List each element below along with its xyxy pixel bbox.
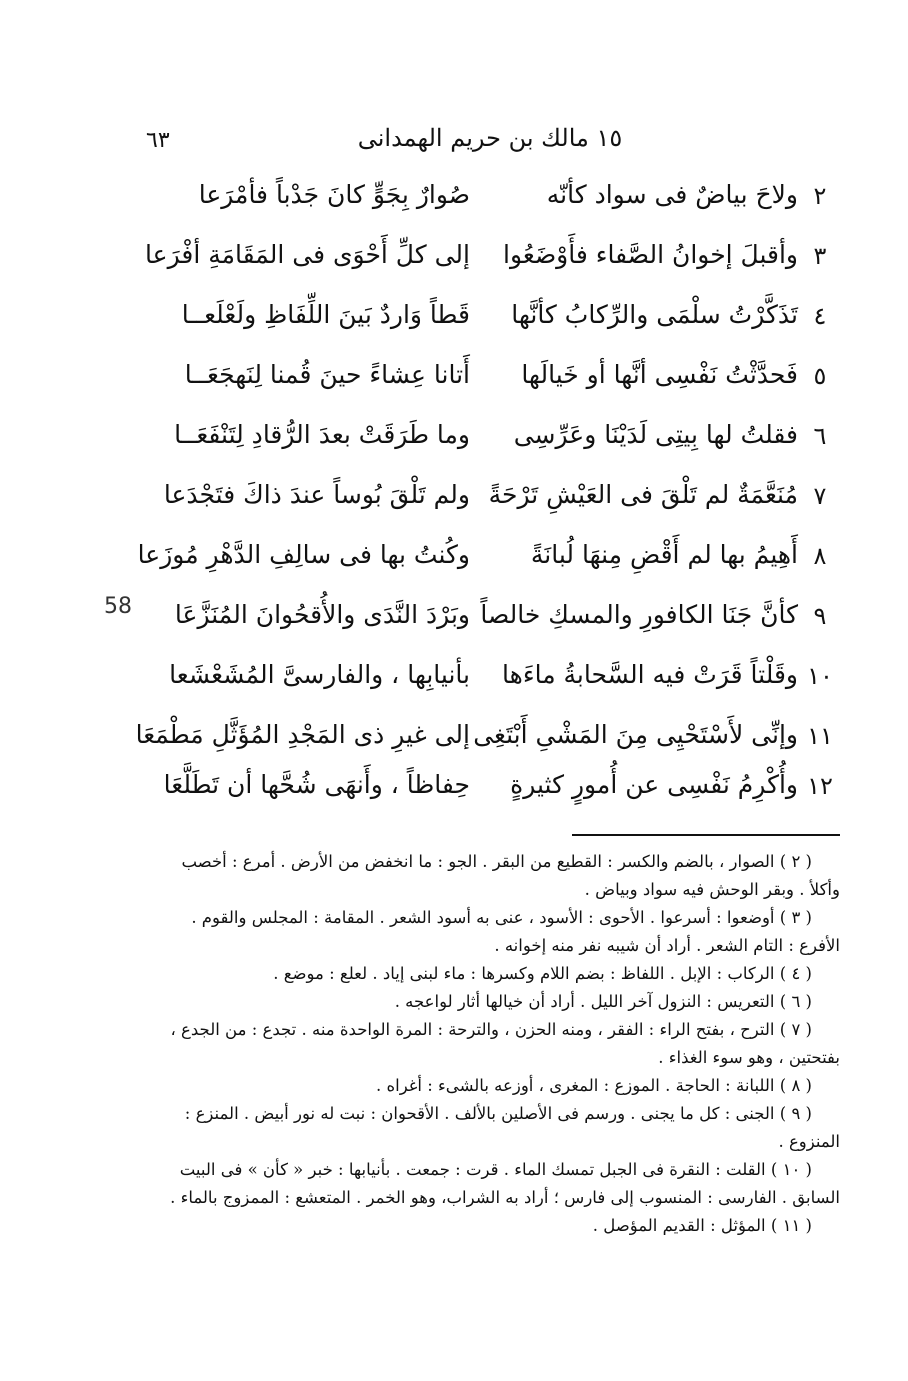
verse-line bbox=[170, 656, 840, 704]
verse-first-hemistich: كأنَّ جَنَا الكافورِ والمسكِ خالصاً bbox=[480, 600, 798, 629]
verse-line bbox=[163, 476, 840, 524]
verse-second-hemistich: وكُنتُ بها فى سالِفِ الدَّهْرِ مُوزَعا bbox=[137, 540, 470, 569]
running-header: ١٥ مالك بن حريم الهمدانى bbox=[357, 124, 623, 152]
footnote: ( ١٠ ) القلت : النقرة فى الجبل تمسك الماء . قرت : جمعت . بأنيابها : خبر « كأن » فى البيت السابق . الفارسى : المنسوب إلى فارس ؛ أراد به الشراب، وهو الخمر . المتعشع : الممزوج بالماء . bbox=[170, 1160, 840, 1207]
verse-number: ٨ bbox=[813, 542, 827, 570]
verse-number: ٤ bbox=[813, 302, 827, 330]
footnote: ( ١١ ) المؤثل : القديم المؤصل . bbox=[592, 1216, 812, 1235]
verse-number: ١٢ bbox=[807, 772, 833, 800]
verse-line bbox=[135, 716, 840, 764]
verse-number: ٦ bbox=[813, 422, 827, 450]
verse-second-hemistich: حِفاظاً ، وأَنهَى شُحَّها أن تَطَلَّعَا bbox=[163, 770, 470, 799]
verse-number: ٥ bbox=[813, 362, 827, 390]
verse-second-hemistich: ولم تَلْقَ بُوساً عندَ ذاكَ فتَجْدَعا bbox=[163, 480, 470, 509]
verse-line bbox=[137, 536, 840, 584]
verse-first-hemistich: تَذَكَّرْتُ سلْمَى والرِّكابُ كأنَّها bbox=[511, 300, 798, 329]
verse-first-hemistich: وإنِّى لأَسْتَحْيِى مِنَ المَشْىِ أَبْتَغِى bbox=[473, 720, 798, 749]
verse-first-hemistich: مُنَعَّمَةٌ لم تَلْقَ فى العَيْشِ تَرْحَةً bbox=[488, 480, 798, 509]
verse-first-hemistich: وأقبلَ إخوانُ الصَّفاء فأَوْضَعُوا bbox=[503, 240, 798, 269]
verse-first-hemistich: فقلتُ لها بِيتِى لَدَيْنَا وعَرِّسِى bbox=[513, 420, 798, 449]
footnote: ( ٩ ) الجنى : كل ما يجنى . ورسم فى الأصلين بالألف . الأقحوان : نبت له نور أبيض . المنزع : المنزوع . bbox=[184, 1104, 840, 1151]
verse-line bbox=[163, 766, 840, 814]
verse-second-hemistich: إلى غيرِ ذى المَجْدِ المُؤَثَّلِ مَطْمَعَا bbox=[135, 720, 470, 749]
verse-second-hemistich: وبَرْدَ النَّدَى والأُقحُوانَ المُنَزَّعَا bbox=[174, 600, 470, 629]
verse-first-hemistich: وأُكْرِمُ نَفْسِى عن أُمورٍ كثيرةٍ bbox=[510, 770, 798, 799]
verse-line bbox=[145, 236, 840, 284]
footnote-separator bbox=[572, 834, 840, 836]
verse-line bbox=[170, 356, 840, 404]
verse-first-hemistich: أَهِيمُ بها لم أَقْضِ مِنهَا لُبانَةً bbox=[530, 540, 798, 569]
footnote: ( ٧ ) الترح ، بفتح الراء : الفقر ، ومنه الحزن ، والترحة : المرة الواحدة منه . تجدع : من الجدع ، بفتحتين ، وهو سوء الغذاء . bbox=[170, 1020, 840, 1067]
verse-number: ٧ bbox=[813, 482, 827, 510]
verse-first-hemistich: فَحدَّثْتُ نَفْسِى أنَّها أو خَيالَها bbox=[521, 360, 798, 389]
footnote: ( ٢ ) الصوار ، بالضم والكسر : القطيع من البقر . الجو : ما انخفض من الأرض . أمرع : أخصب وأكلأ . وبقر الوحش فيه سواد وبياض . bbox=[181, 852, 840, 899]
verse-second-hemistich: إلى كلِّ أَحْوَى فى المَقَامَةِ أفْرَعا bbox=[145, 240, 470, 269]
verse-line bbox=[170, 296, 840, 344]
verse-second-hemistich: أَتانا عِشاءً حينَ قُمنا لِنَهجَعَــا bbox=[184, 360, 470, 389]
verse-second-hemistich: قَطاً وَاردٌ بَينَ اللِّفَاظِ ولَعْلَعــا bbox=[181, 300, 470, 329]
verse-second-hemistich: بأنيابِها ، والفارسىَّ المُشَعْشَعا bbox=[169, 660, 470, 689]
verse-line bbox=[170, 416, 840, 464]
verse-first-hemistich: ولاحَ بياضٌ فى سواد كأنّه bbox=[546, 180, 798, 209]
footnotes bbox=[150, 848, 840, 1240]
footnote: ( ٦ ) التعريس : النزول آخر الليل . أراد أن خيالها أثار لواعجه . bbox=[394, 992, 812, 1011]
footnote: ( ٣ ) أوضعوا : أسرعوا . الأحوى : الأسود ، عنى به أسود الشعر . المقامة : المجلس والقوم . الأفرع : التام الشعر . أراد أن شيبه نفر منه إخوانه . bbox=[191, 908, 840, 955]
verse-number: ٩ bbox=[813, 602, 827, 630]
verse-number: ٣ bbox=[813, 242, 827, 270]
footnote: ( ٨ ) اللبانة : الحاجة . الموزع : المغرى ، أوزعه بالشىء : أغراه . bbox=[375, 1076, 812, 1095]
verse-number: ١١ bbox=[807, 722, 833, 750]
verse-number: ١٠ bbox=[807, 662, 833, 690]
verse-line bbox=[170, 596, 840, 644]
page-number: ٦٣ bbox=[146, 128, 170, 153]
verse-first-hemistich: وقَلْتاً قَرَتْ فيه السَّحابةُ ماءَها bbox=[502, 660, 798, 689]
verse-line bbox=[170, 176, 840, 224]
verse-number: ٢ bbox=[813, 182, 827, 210]
footnote: ( ٤ ) الركاب : الإبل . اللفاظ : بضم اللام وكسرها : ماء لبنى إياد . لعلع : موضع . bbox=[273, 964, 812, 983]
verse-second-hemistich: وما طَرَقَتْ بعدَ الرُّقادِ لِتَنْفَعَــا bbox=[174, 420, 470, 449]
margin-page-number: 58 bbox=[104, 594, 132, 619]
verse-second-hemistich: صُوارٌ بِجَوٍّ كانَ جَدْباً فأمْرَعا bbox=[198, 180, 470, 209]
